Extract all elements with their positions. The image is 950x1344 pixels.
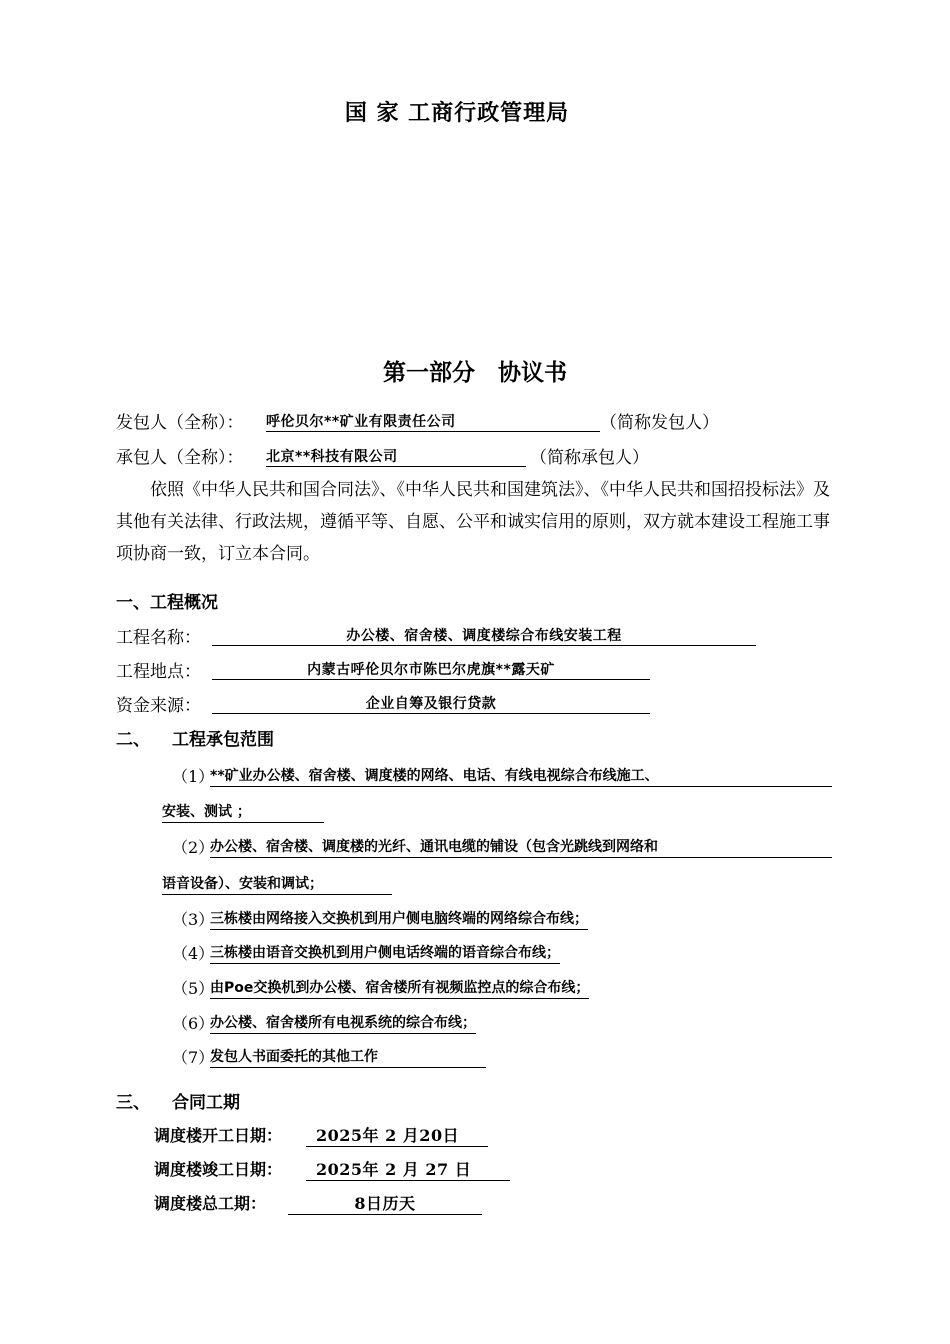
- project-name-value: 办公楼、宿舍楼、调度楼综合布线安装工程: [212, 625, 756, 646]
- scope-item-text: 办公楼、宿舍楼所有电视系统的综合布线；: [210, 1012, 476, 1034]
- intro-paragraph: 依照《中华人民共和国合同法》、《中华人民共和国建筑法》、《中华人民共和国招投标法》及其他有关法律、行政法规，遵循平等、自愿、公平和诚实信用的原则，双方就本建设工程施工事项协商一致，订立本合同。: [116, 480, 830, 564]
- scope-item-number: （5）: [172, 979, 215, 998]
- scope-item-line: **矿业办公楼、宿舍楼、调度楼的网络、电话、有线电视综合布线施工、: [210, 765, 832, 787]
- start-date-value: 2025年 2 月20日: [306, 1123, 488, 1147]
- project-location-value: 内蒙古呼伦贝尔市陈巴尔虎旗**露天矿: [212, 659, 650, 680]
- employer-name: 呼伦贝尔**矿业有限责任公司: [266, 411, 600, 432]
- total-duration-label: 调度楼总工期：: [154, 1194, 267, 1213]
- scope-item-number: （4）: [172, 944, 215, 963]
- end-date-value: 2025年 2 月 27 日: [306, 1157, 510, 1181]
- scope-item-line: 安装、测试 ；: [162, 801, 324, 823]
- contractor-name: 北京**科技有限公司: [266, 446, 526, 467]
- scope-item-text: 发包人书面委托的其他工作: [210, 1046, 486, 1068]
- scope-item-text: 三栋楼由网络接入交换机到用户侧电脑终端的网络综合布线；: [210, 908, 588, 930]
- funding-value: 企业自筹及银行贷款: [212, 693, 650, 714]
- section2-heading: 工程承包范围: [172, 730, 274, 750]
- scope-item-number: （1）: [172, 767, 215, 786]
- scope-item-number: （2）: [172, 838, 215, 857]
- scope-item-number: （7）: [172, 1048, 215, 1067]
- scope-item-number: （3）: [172, 910, 215, 929]
- project-location-label: 工程地点：: [116, 662, 201, 682]
- scope-item-text: 三栋楼由语音交换机到用户侧电话终端的语音综合布线；: [210, 942, 560, 964]
- employer-suffix: （简称发包人）: [600, 413, 719, 433]
- organization-title: 国 家 工商行政管理局: [344, 100, 570, 126]
- scope-item-text: 由Poe交换机到办公楼、宿舍楼所有视频监控点的综合布线；: [210, 977, 589, 999]
- section3-heading: 合同工期: [172, 1093, 240, 1113]
- contractor-label: 承包人（全称）：: [116, 448, 244, 468]
- project-name-label: 工程名称：: [116, 628, 201, 648]
- funding-label: 资金来源：: [116, 696, 201, 716]
- end-date-label: 调度楼竣工日期：: [154, 1160, 283, 1179]
- section2-heading-number: 二、: [116, 730, 150, 750]
- total-duration-value: 8日历天: [288, 1191, 482, 1215]
- section1-heading: 一、工程概况: [116, 593, 218, 613]
- section3-heading-number: 三、: [116, 1093, 150, 1113]
- scope-item-number: （6）: [172, 1014, 215, 1033]
- part-title: 第一部分 协议书: [383, 359, 567, 386]
- scope-item-line: 语音设备）、安装和调试；: [162, 873, 392, 895]
- contractor-suffix: （简称承包人）: [530, 448, 649, 468]
- employer-label: 发包人（全称）：: [116, 413, 244, 433]
- scope-item-line: 办公楼、宿舍楼、调度楼的光纤、通讯电缆的铺设（包含光跳线到网络和: [210, 836, 832, 858]
- start-date-label: 调度楼开工日期：: [154, 1126, 283, 1145]
